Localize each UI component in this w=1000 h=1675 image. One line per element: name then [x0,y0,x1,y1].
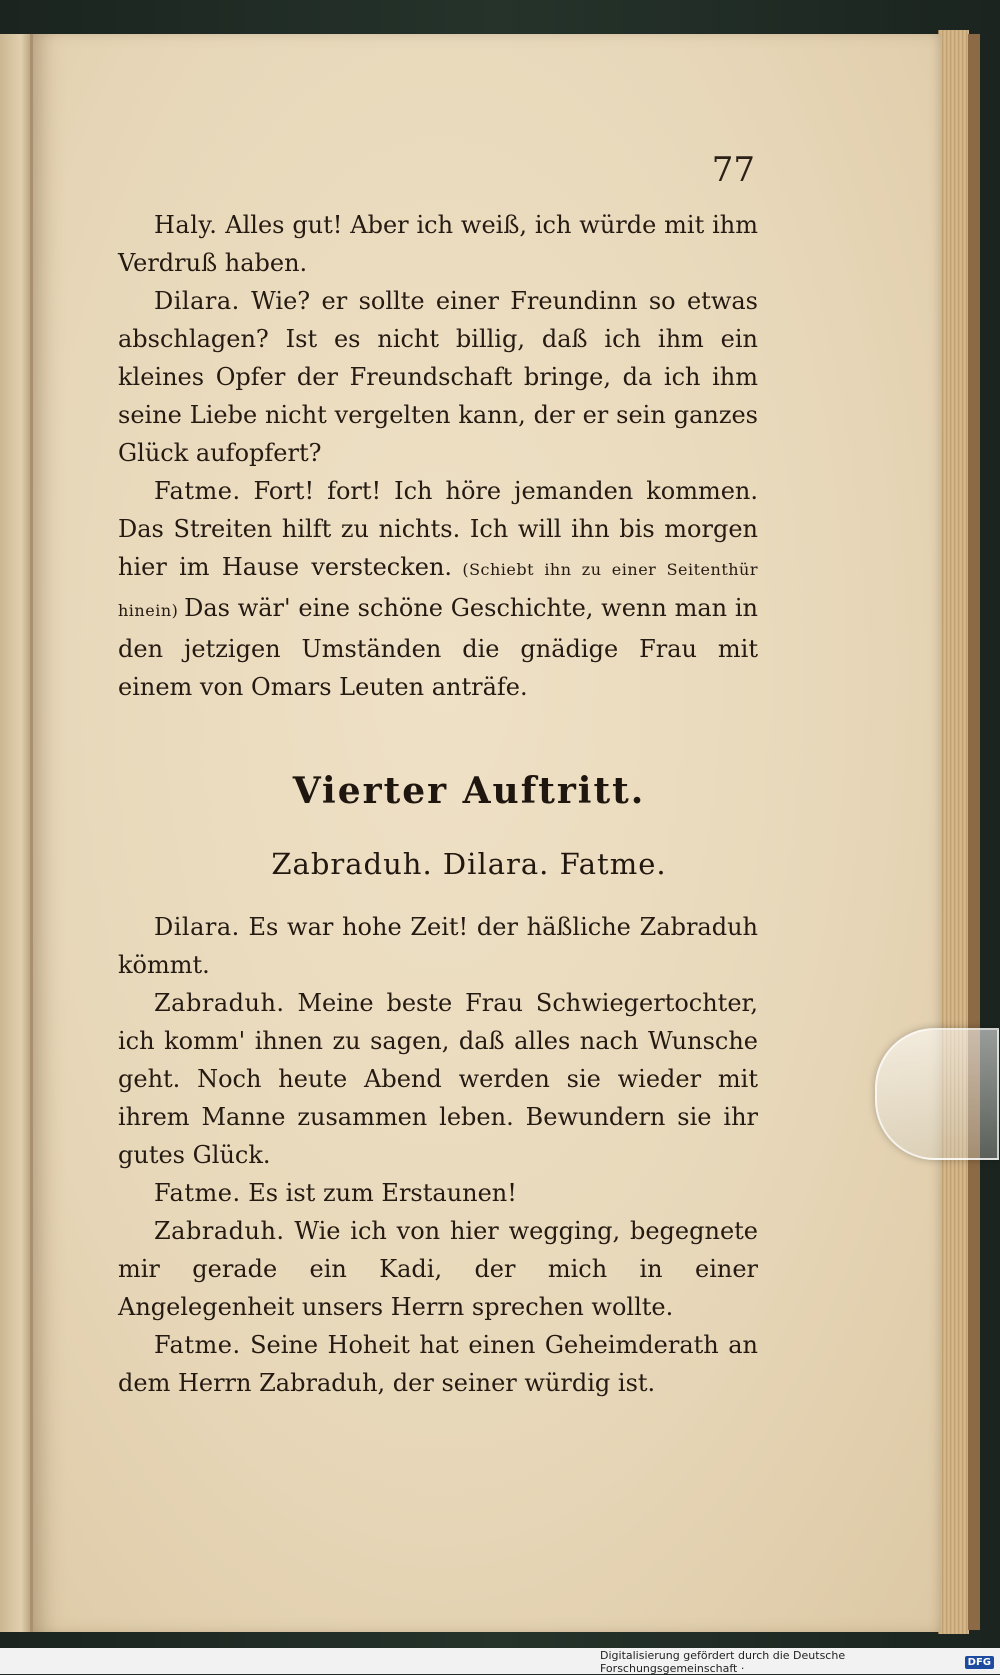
scene-heading: Vierter Auftritt. [292,770,646,812]
speech-text: Es war hohe Zeit! der häßliche Zabraduh kömmt. [118,913,758,979]
scene-cast-list: Zabraduh. Dilara. Fatme. [271,847,667,881]
speech-text: Wie? er sollte einer Freundinn so etwas abschlagen? Ist es nicht billig, daß ich ihm ein kleines Opfer der Freundschaft bringe, da ich ihm seine Liebe nicht vergelten kann, der er sein ganzes Glück aufopfert? [118,287,758,467]
dialogue-bottom [118,908,758,1402]
speaker-name: Zabraduh. [154,989,285,1017]
page-holder-clip [875,1028,999,1160]
stage-direction: (Schiebt ihn zu einer Seitenthür hinein) [118,560,759,620]
credit-text: Digitalisierung gefördert durch die Deutsche Forschungsgemeinschaft · [600,1649,846,1675]
dialogue-paragraph [118,1174,758,1212]
dialogue-top [118,206,758,706]
speaker-name: Fatme. [154,1331,241,1359]
dialogue-paragraph [118,206,758,282]
speech-text: Meine beste Frau Schwiegertochter, ich komm' ihnen zu sagen, daß alles nach Wunsche geht. Noch heute Abend werden sie wieder mit ihrem Manne zusammen leben. Bewundern sie ihr gutes Glück. [118,989,758,1169]
speaker-name: Zabraduh. [154,1217,285,1245]
speech-text: Wie ich von hier wegging, begegnete mir gerade ein Kadi, der mich in einer Angelegenheit unsers Herrn sprechen wollte. [118,1217,758,1321]
dialogue-paragraph [118,472,758,706]
speaker-name: Dilara. [154,287,240,315]
speech-text: Alles gut! Aber ich weiß, ich würde mit ihm Verdruß haben. [118,211,758,277]
digitization-credit [600,1650,1000,1674]
dialogue-paragraph [118,282,758,472]
speaker-name: Fatme. [154,1179,241,1207]
speech-text: Das wär' eine schöne Geschichte, wenn man in den jetzigen Umständen die gnädige Frau mit einem von Omars Leuten anträfe. [118,594,758,701]
facing-page-edge [0,34,32,1632]
dfg-logo: DFG [965,1656,994,1669]
dialogue-paragraph [118,1212,758,1326]
speaker-name: Dilara. [154,913,240,941]
book-cover-edge [968,34,980,1630]
speech-text: Seine Hoheit hat einen Geheimderath an dem Herrn Zabraduh, der seiner würdig ist. [118,1331,758,1397]
speech-text: Fort! fort! Ich höre jemanden kommen. Das Streiten hilft zu nichts. Ich will ihn bis morgen hier im Hause verstecken. [118,477,758,581]
dialogue-paragraph [118,984,758,1174]
speaker-name: Fatme. [154,477,241,505]
dialogue-paragraph [118,908,758,984]
book-page-edges [938,30,969,1634]
speaker-name: Haly. [154,211,218,239]
dialogue-paragraph [118,1326,758,1402]
speech-text: Es ist zum Erstaunen! [240,1179,517,1207]
page-number: 77 [711,150,755,190]
